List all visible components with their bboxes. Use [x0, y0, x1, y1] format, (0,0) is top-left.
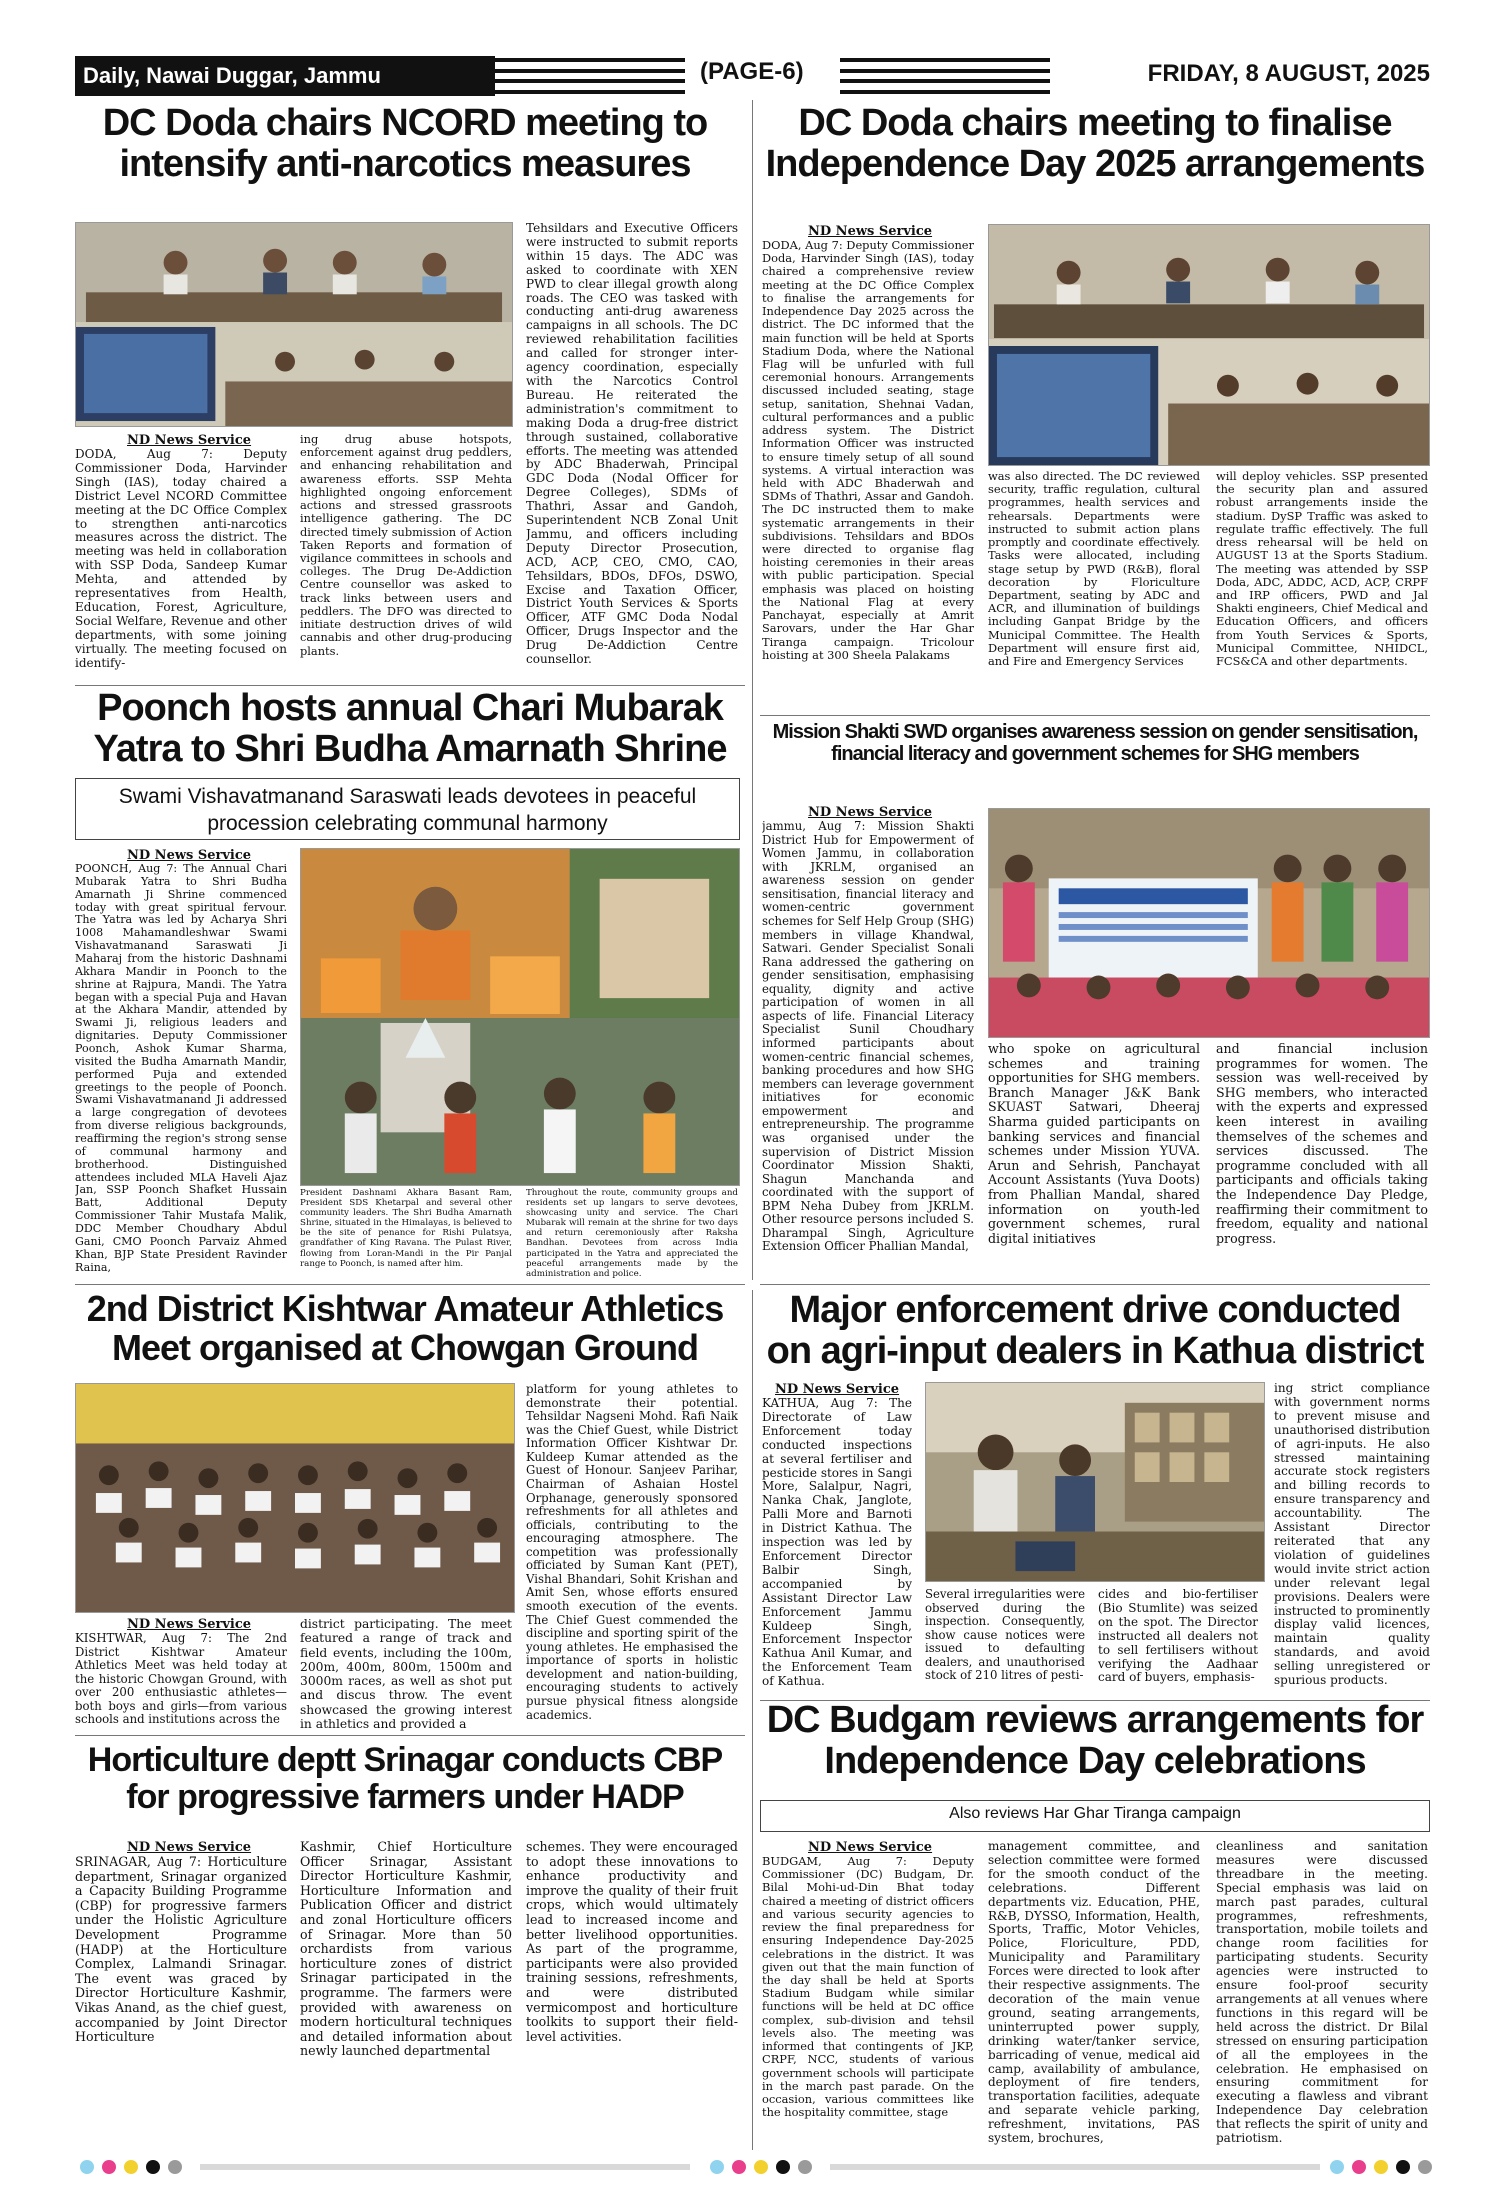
registration-dot	[776, 2160, 790, 2174]
section-divider	[75, 1735, 745, 1736]
registration-dot	[1418, 2160, 1432, 2174]
footer-registration-dots-left	[80, 2160, 182, 2174]
byline-iday-doda: ND News Service	[808, 224, 933, 239]
subheadline-chari-mubarak: Swami Vishavatmanand Saraswati leads devotees in peaceful procession celebrating communal harmony	[75, 778, 740, 840]
footer-bar	[200, 2164, 690, 2170]
section-divider	[75, 1284, 745, 1285]
registration-dot	[710, 2160, 724, 2174]
column-kathua-1: KATHUA, Aug 7: The Directorate of Law Enforcement today conducted inspections at several fertiliser and pesticide stores in Sangi More, Salalpur, Nagri, Nanka Chak, Janglote, Palli More and Barnoti in District Kathua. The inspection was led by Enforcement Director Balbir Singh, accompanied by Assistant Director Law Enforcement Jammu Kuldeep Singh, Enforcement Inspector Kathua Anil Kumar, and the Enforcement Team of Kathua.	[762, 1397, 912, 1689]
column-iday-doda-3: will deploy vehicles. SSP presented the security plan and assured robust arrangements inside the stadium. DySP Traffic was asked to regulate traffic effectively. The full dress rehearsal will be held on AUGUST 13 at the Sports Stadium. The meeting was attended by SSP Doda, ADC, ADDC, ACD, ACP, CRPF and IRP officers, PWD and Jal Shakti engineers, Chief Medical and Education Officers, and officers from Youth Services & Sports, Municipal Committee, NHIDCL, FCS&CA and other departments.	[1216, 470, 1428, 669]
column-ncord-3: Tehsildars and Executive Officers were instructed to submit reports within 15 days. The ADC was asked to coordinate with XEN PWD to clear illegal growth along roads. The CEO was tasked with conducting anti-drug awareness campaigns in all schools. The DC reviewed rehabilitation facilities and called for stronger inter-agency coordination, especially with the Narcotics Control Bureau. He reiterated the administration's commitment to making Doda a drug-free district through sustained, collaborative efforts. The meeting was attended by ADC Bhaderwah, Principal GDC Doda (Nodal Officer for Degree Colleges), SDMs of Thathri, Assar and Gandoh, Superintendent NCB Zonal Unit Jammu, and officers including Deputy Director Prosecution, ACD, ACP, CEO, CMO, CAO, Tehsildars, BDOs, DFOs, DSWO, Excise and Taxation Officer, District Youth Services & Sports Officer, ATF GMC Doda Nodal Officer, Drugs Inspector and the Drug De-Addiction Centre counsellor.	[526, 222, 738, 667]
column-mission-shakti-2: who spoke on agricultural schemes and training opportunities for SHG members. Branch Manager J&K Bank SKUAST Satwari, Dheeraj Sharma guided participants on banking services and financial schemes under Mission YUVA. Arun and Sehrish, Panchayat Account Assistants (Yuva Doots) from Phallian Mandal, shared information on youth-led government schemes, rural digital initiatives	[988, 1042, 1200, 1246]
headline-budgam-iday: DC Budgam reviews arrangements for Independence Day celebrations	[766, 1699, 1424, 1783]
footer-registration-dots-right	[1330, 2160, 1432, 2174]
registration-dot	[1330, 2160, 1344, 2174]
column-budgam-3: cleanliness and sanitation measures were discussed threadbare in the meeting. Special emphasis was laid on march past parades, cultural programmes, refreshments, transportation, mobile toilets and change room facilities for participating students. Security agencies were instructed to ensure fool-proof security arrangements at all venues where functions in this regard will be held across the district. Dr Bilal stressed on ensuring participation of all the employees in the celebration. He emphasised on ensuring commitment for executing a flawless and vibrant Independence Day celebration that reflects the spirit of unity and patriotism.	[1216, 1840, 1428, 2146]
section-divider	[75, 685, 745, 686]
column-iday-doda-1: DODA, Aug 7: Deputy Commissioner Doda, Harvinder Singh (IAS), today chaired a comprehensive review meeting at the DC Office Complex to finalise the arrangements for Independence Day 2025 across the district. The DC informed that the main function will be held at Sports Stadium Doda, where the National Flag will be unfurled with full ceremonial honours. Arrangements discussed included seating, stage setup, sanitation, Shehnai Vadan, cultural performances and a public address system. The District Information Officer was instructed to ensure timely setup of all sound systems. A virtual interaction was held with ADC Bhaderwah and SDMs of Thathri, Assar and Gandoh. The DC instructed them to make systematic arrangements in their subdivisions. Tehsildars and BDOs were directed to organise flag hoisting ceremonies in their areas with public participation. Special emphasis was placed on hoisting the National Flag at every Panchayat, especially at Amrit Sarovars, under the Har Ghar Tiranga campaign. Tricolour hoisting at 300 Sheela Palakams	[762, 239, 974, 662]
masthead-rule-left	[495, 58, 685, 94]
column-horticulture-2: Kashmir, Chief Horticulture Officer Srinagar, Assistant Director Horticulture Kashmir, Horticulture Information and Publication Officer and district and zonal Horticulture officers of Srinagar. More than 50 orchardists from various horticulture zones of district Srinagar participated in the programme. The farmers were provided with awareness on modern horticultural techniques and detailed information about newly launched departmental	[300, 1840, 512, 2059]
byline-budgam-iday: ND News Service	[808, 1840, 933, 1855]
column-kathua-3: cides and bio-fertiliser (Bio Stumlite) was seized on the spot. The Director instructed all dealers not to sell fertilisers without verifying the Aadhaar card of buyers, emphasis-	[1098, 1588, 1258, 1685]
registration-dot	[1352, 2160, 1366, 2174]
masthead-paper-name: Daily, Nawai Duggar, Jammu	[75, 56, 495, 96]
headline-mission-shakti: Mission Shakti SWD organises awareness session on gender sensitisation, financial literacy and government schemes for SHG members	[772, 721, 1418, 765]
photo-kishtwar-athletes	[75, 1383, 515, 1613]
column-budgam-1: BUDGAM, Aug 7: Deputy Commissioner (DC) Budgam, Dr. Bilal Mohi-ud-Din Bhat today chaired a meeting of district officers and various security agencies to review the final preparedness for ensuring Independence Day-2025 celebrations in the district. It was given out that the main function of the day shall be held at Sports Stadium Budgam while similar functions will be held at DC office complex, sub-division and tehsil levels also. The meeting was informed that contingents of JKP, CRPF, NCC, students of various government schools will participate in the march past parade. On the occasion, various committees like the hospitality committee, stage	[762, 1855, 974, 2120]
headline-horticulture-cbp: Horticulture deptt Srinagar conducts CBP for progressive farmers under HADP	[87, 1741, 723, 1816]
column-chari-3: Throughout the route, community groups and residents set up langars to serve devotees, showcasing unity and service. The Chari Mubarak will remain at the shrine for two days and return ceremoniously after Raksha Bandhan. Devotees from across India participated in the Yatra and appreciated the peaceful arrangements made by the administration and police.	[526, 1188, 738, 1279]
byline-chari-mubarak: ND News Service	[127, 848, 252, 863]
byline-mission-shakti: ND News Service	[808, 805, 933, 820]
footer-bar	[830, 2164, 1320, 2170]
column-ncord-1: DODA, Aug 7: Deputy Commissioner Doda, Harvinder Singh (IAS), today chaired a District Level NCORD Committee meeting at the DC Office Complex to strengthen anti-narcotics measures across the district. The meeting was held in collaboration with SSP Doda, Sandeep Kumar Mehta, and attended by representatives from Health, Education, Forest, Agriculture, Social Welfare, Revenue and other departments, with some joining virtually. The meeting focused on identify-	[75, 448, 287, 670]
page-number: (PAGE-6)	[700, 58, 804, 85]
column-chari-1: POONCH, Aug 7: The Annual Chari Mubarak Yatra to Shri Budha Amarnath Ji Shrine commenced today with great spiritual fervour. The Yatra was led by Acharya Shri 1008 Mahamandleshwar Swami Vishavatmanand Saraswati Ji Maharaj from the historic Dashnami Akhara Mandir in Poonch to the shrine at Rajpura, Mandi. The Yatra began with a special Puja and Havan at the Akhara Mandir, attended by Swami Ji, religious leaders and dignitaries. Deputy Commissioner Poonch, Ashok Kumar Sharma, visited the Budha Amarnath Mandir, performed Puja and extended greetings to the people of Poonch. Swami Vishavatmanand Ji addressed a large congregation of devotees from diverse religious backgrounds, reaffirming the region's strong sense of communal harmony and brotherhood. Distinguished attendees included MLA Haveli Ajaz Jan, SSP Poonch Shafket Hussain Batt, Additional Deputy Commissioner Tahir Mustafa Malik, DDC Member Choudhary Abdul Gani, CMO Poonch Parvaiz Ahmed Khan, BJP State President Ravinder Raina,	[75, 863, 287, 1274]
registration-dot	[732, 2160, 746, 2174]
column-divider	[752, 1290, 753, 2150]
issue-date: FRIDAY, 8 AUGUST, 2025	[1147, 60, 1430, 87]
column-mission-shakti-3: and financial inclusion programmes for women. The session was well-received by SHG members, who interacted with the experts and expressed keen interest in availing themselves of the schemes and services discussed. The programme concluded with all participants and officials taking the Independence Day Pledge, reaffirming their commitment to freedom, equality and national progress.	[1216, 1042, 1428, 1246]
registration-dot	[754, 2160, 768, 2174]
byline-kathua-enforcement: ND News Service	[775, 1382, 900, 1397]
registration-dot	[168, 2160, 182, 2174]
column-ncord-2: ing drug abuse hotspots, enforcement against drug peddlers, and enhancing rehabilitation and awareness efforts. SSP Mehta highlighted ongoing enforcement actions and stressed grassroots intelligence gathering. The DC directed timely submission of Action Taken Reports and formation of vigilance committees in schools and colleges. The Drug De-Addiction Centre counsellor was asked to track links between users and peddlers. The DFO was directed to initiate destruction drives of wild cannabis and other drug-producing plants.	[300, 433, 512, 658]
photo-chari-mubarak-yatra	[300, 848, 740, 1186]
footer-registration-dots-center	[710, 2160, 812, 2174]
headline-chari-mubarak: Poonch hosts annual Chari Mubarak Yatra to Shri Budha Amarnath Shrine	[93, 687, 727, 771]
registration-dot	[80, 2160, 94, 2174]
registration-dot	[124, 2160, 138, 2174]
column-kathua-4: ing strict compliance with government norms to prevent misuse and unauthorised distribution of agri-inputs. He also stressed maintaining accurate stock registers and billing records to ensure transparency and accountability. The Assistant Director reiterated that any violation of guidelines would invite strict action under relevant legal provisions. Dealers were instructed to prominently display valid licences, maintain quality standards, and avoid selling unregistered or spurious products.	[1274, 1382, 1430, 1688]
column-horticulture-3: schemes. They were encouraged to adopt these innovations to enhance productivity and improve the quality of their fruit crops, which would ultimately lead to increased income and better livelihood opportunities. As part of the programme, participants were also provided training sessions, refreshments, and were distributed vermicompost and horticulture toolkits to support their field-level activities.	[526, 1840, 738, 2044]
byline-horticulture-cbp: ND News Service	[127, 1840, 252, 1855]
column-kishtwar-3: platform for young athletes to demonstrate their potential. Tehsildar Nagseni Mohd. Rafi Naik was the Chief Guest, while District Information Officer Kishtwar Dr. Kuldeep Kumar attended as the Guest of Honour. Sanjeev Parihar, Chairman of Ashaian Hostel Orphanage, generously sponsored refreshments for all athletes and officials, contributing to the encouraging atmosphere. The competition was professionally officiated by Suman Kant (PET), Vishal Bhandari, Sohit Krishan and Amit Sen, whose efforts ensured smooth execution of the events. The Chief Guest commended the discipline and sporting spirit of the young athletes. He emphasised the importance of sports in holistic development and nation-building, encouraging students to actively pursue physical fitness alongside academics.	[526, 1383, 738, 1722]
column-kishtwar-2: district participating. The meet featured a range of track and field events, including the 100m, 200m, 400m, 800m, 1500m and 3000m races, as well as shot put and discus throw. The event showcased the growing interest in athletics and provided a	[300, 1617, 512, 1731]
column-divider	[752, 100, 753, 1280]
column-kathua-2: Several irregularities were observed during the inspection. Consequently, show cause notices were issued to defaulting dealers, and unauthorised stock of 210 litres of pesti-	[925, 1588, 1085, 1683]
photo-iday-doda-meeting	[988, 224, 1430, 466]
headline-kishtwar-athletics: 2nd District Kishtwar Amateur Athletics Meet organised at Chowgan Ground	[86, 1288, 724, 1368]
registration-dot	[146, 2160, 160, 2174]
byline-ncord: ND News Service	[127, 433, 252, 448]
column-budgam-2: management committee, and selection committee were formed for the smooth conduct of the celebrations. Different departments viz. Education, PHE, R&B, DYSSO, Information, Health, Sports, Traffic, Motor Vehicles, Police, Floriculture, PDD, Municipality and Paramilitary Forces were directed to look after their respective assignments. The decoration of the main venue ground, seating arrangements, uninterrupted power supply, drinking water/tanker service, barricading of venue, medical aid camp, availability of ambulance, deployment of fire tenders, transportation facilities, adequate and separate vehicle parking, refreshment, invitations, PAS system, brochures,	[988, 1840, 1200, 2146]
column-kishtwar-1: KISHTWAR, Aug 7: The 2nd District Kishtwar Amateur Athletics Meet was held today at the historic Chowgan Ground, with over 200 enthusiastic athletes—both boys and girls—from various schools and institutions across the	[75, 1632, 287, 1727]
photo-kathua-inspection	[925, 1382, 1265, 1582]
registration-dot	[102, 2160, 116, 2174]
column-horticulture-1: SRINAGAR, Aug 7: Horticulture department, Srinagar organized a Capacity Building Programme (CBP) for progressive farmers under the Holistic Agriculture Development Programme (HADP) at the Horticulture Complex, Lalmandi Srinagar. The event was graced by Director Horticulture Kashmir, Vikas Anand, as the chief guest, accompanied by Joint Director Horticulture	[75, 1855, 287, 2045]
masthead-rule-right	[840, 58, 1050, 94]
headline-iday-doda: DC Doda chairs meeting to finalise Independence Day 2025 arrangements	[765, 102, 1425, 186]
subheadline-budgam-iday: Also reviews Har Ghar Tiranga campaign	[760, 1800, 1430, 1832]
column-mission-shakti-1: jammu, Aug 7: Mission Shakti District Hub for Empowerment of Women Jammu, in collaboration with JKRLM, organised an awareness session on gender sensitisation, financial literacy and women-centric government schemes for Self Help Group (SHG) members in village Khandwal, Satwari. Gender Specialist Sonali Rana addressed the gathering on gender sensitisation, emphasising equality, dignity and active participation of women in all aspects of life. Financial Literacy Specialist Sunil Choudhary informed participants about women-centric financial schemes, banking procedures and how SHG members can leverage government initiatives for economic empowerment and entrepreneurship. The programme was organised under the supervision of District Mission Coordinator Mission Shakti, Shagun Manchanda and coordinated with the support of BPM Neha Dubey from JKRLM. Other resource persons included S. Dharampal Singh, Agriculture Extension Officer Phallian Mandal,	[762, 820, 974, 1254]
column-chari-2: President Dashnami Akhara Basant Ram, President SDS Khetarpal and several other community leaders. The Shri Budha Amarnath Shrine, situated in the Himalayas, is believed to be the site of penance for Rishi Pulatsya, grandfather of King Ravana. The Pulast River, flowing from Loran-Mandi in the Pir Panjal range to Poonch, is named after him.	[300, 1188, 512, 1269]
photo-mission-shakti-session	[988, 808, 1430, 1038]
section-divider	[760, 1284, 1430, 1285]
column-iday-doda-2: was also directed. The DC reviewed security, traffic regulation, cultural programmes, health services and rehearsals. Departments were instructed to submit action plans promptly and coordinate effectively. Tasks were allocated, including stage setup by PWD (R&B), floral decoration by Floriculture Department, seating by ADC and ACR, and illumination of buildings including Ganpat Bridge by the Municipal Committee. The Health Department will ensure first aid, and Fire and Emergency Services	[988, 470, 1200, 669]
byline-kishtwar-athletics: ND News Service	[127, 1617, 252, 1632]
photo-ncord-meeting	[75, 222, 513, 427]
registration-dot	[798, 2160, 812, 2174]
registration-dot	[1396, 2160, 1410, 2174]
section-divider	[760, 715, 1430, 716]
registration-dot	[1374, 2160, 1388, 2174]
headline-ncord: DC Doda chairs NCORD meeting to intensify anti-narcotics measures	[102, 102, 708, 186]
headline-kathua-enforcement: Major enforcement drive conducted on agri-input dealers in Kathua district	[766, 1289, 1424, 1373]
